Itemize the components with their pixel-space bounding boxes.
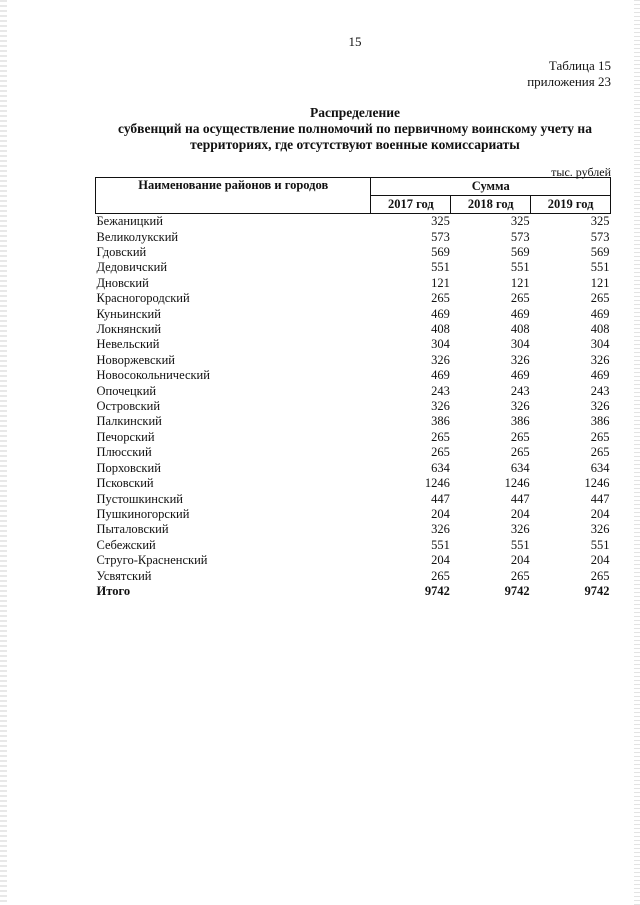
amount-2018: 386: [510, 414, 530, 429]
amount-2019: 447: [590, 491, 610, 506]
table-row: [96, 553, 611, 568]
amount-2018: 204: [510, 553, 530, 568]
table-row: [96, 476, 611, 491]
total-2019: 9742: [584, 583, 610, 598]
table-reference: [527, 58, 611, 90]
district-name: Новосокольнический: [96, 368, 210, 383]
amount-2018: 326: [510, 352, 530, 367]
amount-2019: 408: [590, 322, 610, 337]
district-name: Пыталовский: [96, 522, 169, 537]
amount-2017: 408: [431, 322, 450, 337]
amount-2017: 265: [431, 445, 450, 460]
district-name: Новоржевский: [96, 352, 175, 367]
amount-2017: 326: [431, 352, 450, 367]
amount-2017: 551: [431, 260, 450, 275]
amount-2019: 204: [590, 553, 610, 568]
header-district-name: Наименование районов и городов: [96, 178, 371, 214]
table-row: [96, 306, 611, 321]
table-row: [96, 568, 611, 583]
district-name: Пустошкинский: [96, 491, 183, 506]
amount-2019: 265: [590, 429, 610, 444]
district-name: Дновский: [96, 275, 149, 290]
header-year-2018: 2018 год: [451, 196, 531, 214]
table-row: [96, 538, 611, 553]
amount-2017: 265: [431, 291, 450, 306]
amount-2018: 121: [510, 275, 530, 290]
table-row: [96, 430, 611, 445]
amount-2019: 469: [590, 368, 610, 383]
amount-2017: 634: [431, 460, 450, 475]
table-row: [96, 322, 611, 337]
district-name: Палкинский: [96, 414, 162, 429]
table-row: [96, 276, 611, 291]
amount-2019: 469: [590, 306, 610, 321]
appendix-number: приложения 23: [527, 74, 611, 89]
table-row: [96, 522, 611, 537]
table-row: [96, 383, 611, 398]
amount-2019: 634: [590, 460, 610, 475]
amount-2019: 326: [590, 522, 610, 537]
amount-2018: 569: [510, 245, 530, 260]
district-name: Куньинский: [96, 306, 161, 321]
amount-2017: 243: [431, 383, 450, 398]
table-row: [96, 461, 611, 476]
amount-2019: 265: [590, 291, 610, 306]
amount-2019: 1246: [584, 476, 610, 491]
amount-2018: 551: [510, 537, 530, 552]
district-name: Великолукский: [96, 229, 179, 244]
amount-2017: 204: [431, 506, 450, 521]
amount-2017: 447: [431, 491, 450, 506]
table-row: [96, 245, 611, 260]
table-row: [96, 214, 611, 230]
header-year-2017: 2017 год: [371, 196, 451, 214]
unit-label: тыс. рублей: [551, 165, 611, 179]
amount-2018: 304: [510, 337, 530, 352]
amount-2018: 325: [510, 214, 530, 229]
amount-2017: 1246: [424, 476, 450, 491]
amount-2018: 265: [510, 291, 530, 306]
amount-2017: 304: [431, 337, 450, 352]
district-name: Красногородский: [96, 291, 190, 306]
amount-2017: 569: [431, 245, 450, 260]
table-row: [96, 368, 611, 383]
header-sum: Сумма: [371, 178, 611, 196]
amount-2018: 265: [510, 568, 530, 583]
district-name: Локнянский: [96, 322, 162, 337]
amount-2017: 386: [431, 414, 450, 429]
amount-2018: 573: [510, 229, 530, 244]
amount-2019: 265: [590, 568, 610, 583]
title-line-1: Распределение: [309, 105, 401, 120]
amount-2019: 551: [590, 537, 610, 552]
amount-2017: 469: [431, 306, 450, 321]
district-name: Печорский: [96, 429, 155, 444]
table-row: [96, 414, 611, 429]
page-number: 15: [348, 34, 362, 49]
allocation-table: [95, 177, 611, 599]
total-2018: 9742: [504, 583, 530, 598]
district-name: Опочецкий: [96, 383, 157, 398]
total-label: Итого: [96, 583, 131, 598]
table-row: [96, 260, 611, 275]
table-row: [96, 291, 611, 306]
amount-2019: 551: [590, 260, 610, 275]
amount-2019: 326: [590, 399, 610, 414]
district-name: Пушкиногорский: [96, 506, 190, 521]
amount-2017: 573: [431, 229, 450, 244]
amount-2019: 573: [590, 229, 610, 244]
table-row: [96, 445, 611, 460]
district-name: Порховский: [96, 460, 161, 475]
table-number: Таблица 15: [548, 58, 611, 73]
amount-2018: 408: [510, 322, 530, 337]
amount-2018: 634: [510, 460, 530, 475]
amount-2019: 204: [590, 506, 610, 521]
district-name: Струго-Красненский: [96, 553, 208, 568]
amount-2018: 469: [510, 306, 530, 321]
district-name: Себежский: [96, 537, 156, 552]
district-name: Невельский: [96, 337, 160, 352]
table-row: [96, 491, 611, 506]
district-name: Гдовский: [96, 245, 147, 260]
table-row: [96, 229, 611, 244]
title-line-2: субвенций на осуществление полномочий по первичному воинскому учету на: [118, 121, 592, 136]
document-title: [0, 105, 640, 153]
district-name: Бежаницкий: [96, 214, 163, 229]
amount-2019: 569: [590, 245, 610, 260]
district-name: Островский: [96, 399, 161, 414]
amount-2019: 326: [590, 352, 610, 367]
amount-2017: 204: [431, 553, 450, 568]
table-row: [96, 353, 611, 368]
amount-2018: 326: [510, 399, 530, 414]
amount-2019: 325: [590, 214, 610, 229]
amount-2017: 325: [431, 214, 450, 229]
amount-2018: 551: [510, 260, 530, 275]
amount-2018: 265: [510, 445, 530, 460]
total-row: [96, 584, 611, 599]
amount-2019: 243: [590, 383, 610, 398]
amount-2018: 204: [510, 506, 530, 521]
amount-2017: 551: [431, 537, 450, 552]
amount-2018: 243: [510, 383, 530, 398]
amount-2017: 121: [431, 275, 450, 290]
amount-2018: 469: [510, 368, 530, 383]
table-row: [96, 337, 611, 352]
amount-2019: 386: [590, 414, 610, 429]
amount-2019: 265: [590, 445, 610, 460]
amount-2017: 265: [431, 568, 450, 583]
amount-2019: 121: [590, 275, 610, 290]
title-line-3: территориях, где отсутствуют военные комиссариаты: [190, 137, 520, 152]
table-body: [96, 214, 611, 600]
district-name: Дедовичский: [96, 260, 168, 275]
amount-2017: 469: [431, 368, 450, 383]
amount-2018: 1246: [504, 476, 530, 491]
amount-2017: 326: [431, 399, 450, 414]
table-row: [96, 507, 611, 522]
table-row: [96, 399, 611, 414]
district-name: Плюсский: [96, 445, 152, 460]
district-name: Псковский: [96, 476, 154, 491]
total-2017: 9742: [424, 583, 450, 598]
amount-2018: 265: [510, 429, 530, 444]
header-year-2019: 2019 год: [531, 196, 611, 214]
amount-2018: 447: [510, 491, 530, 506]
amount-2019: 304: [590, 337, 610, 352]
amount-2017: 265: [431, 429, 450, 444]
amount-2017: 326: [431, 522, 450, 537]
amount-2018: 326: [510, 522, 530, 537]
district-name: Усвятский: [96, 568, 152, 583]
